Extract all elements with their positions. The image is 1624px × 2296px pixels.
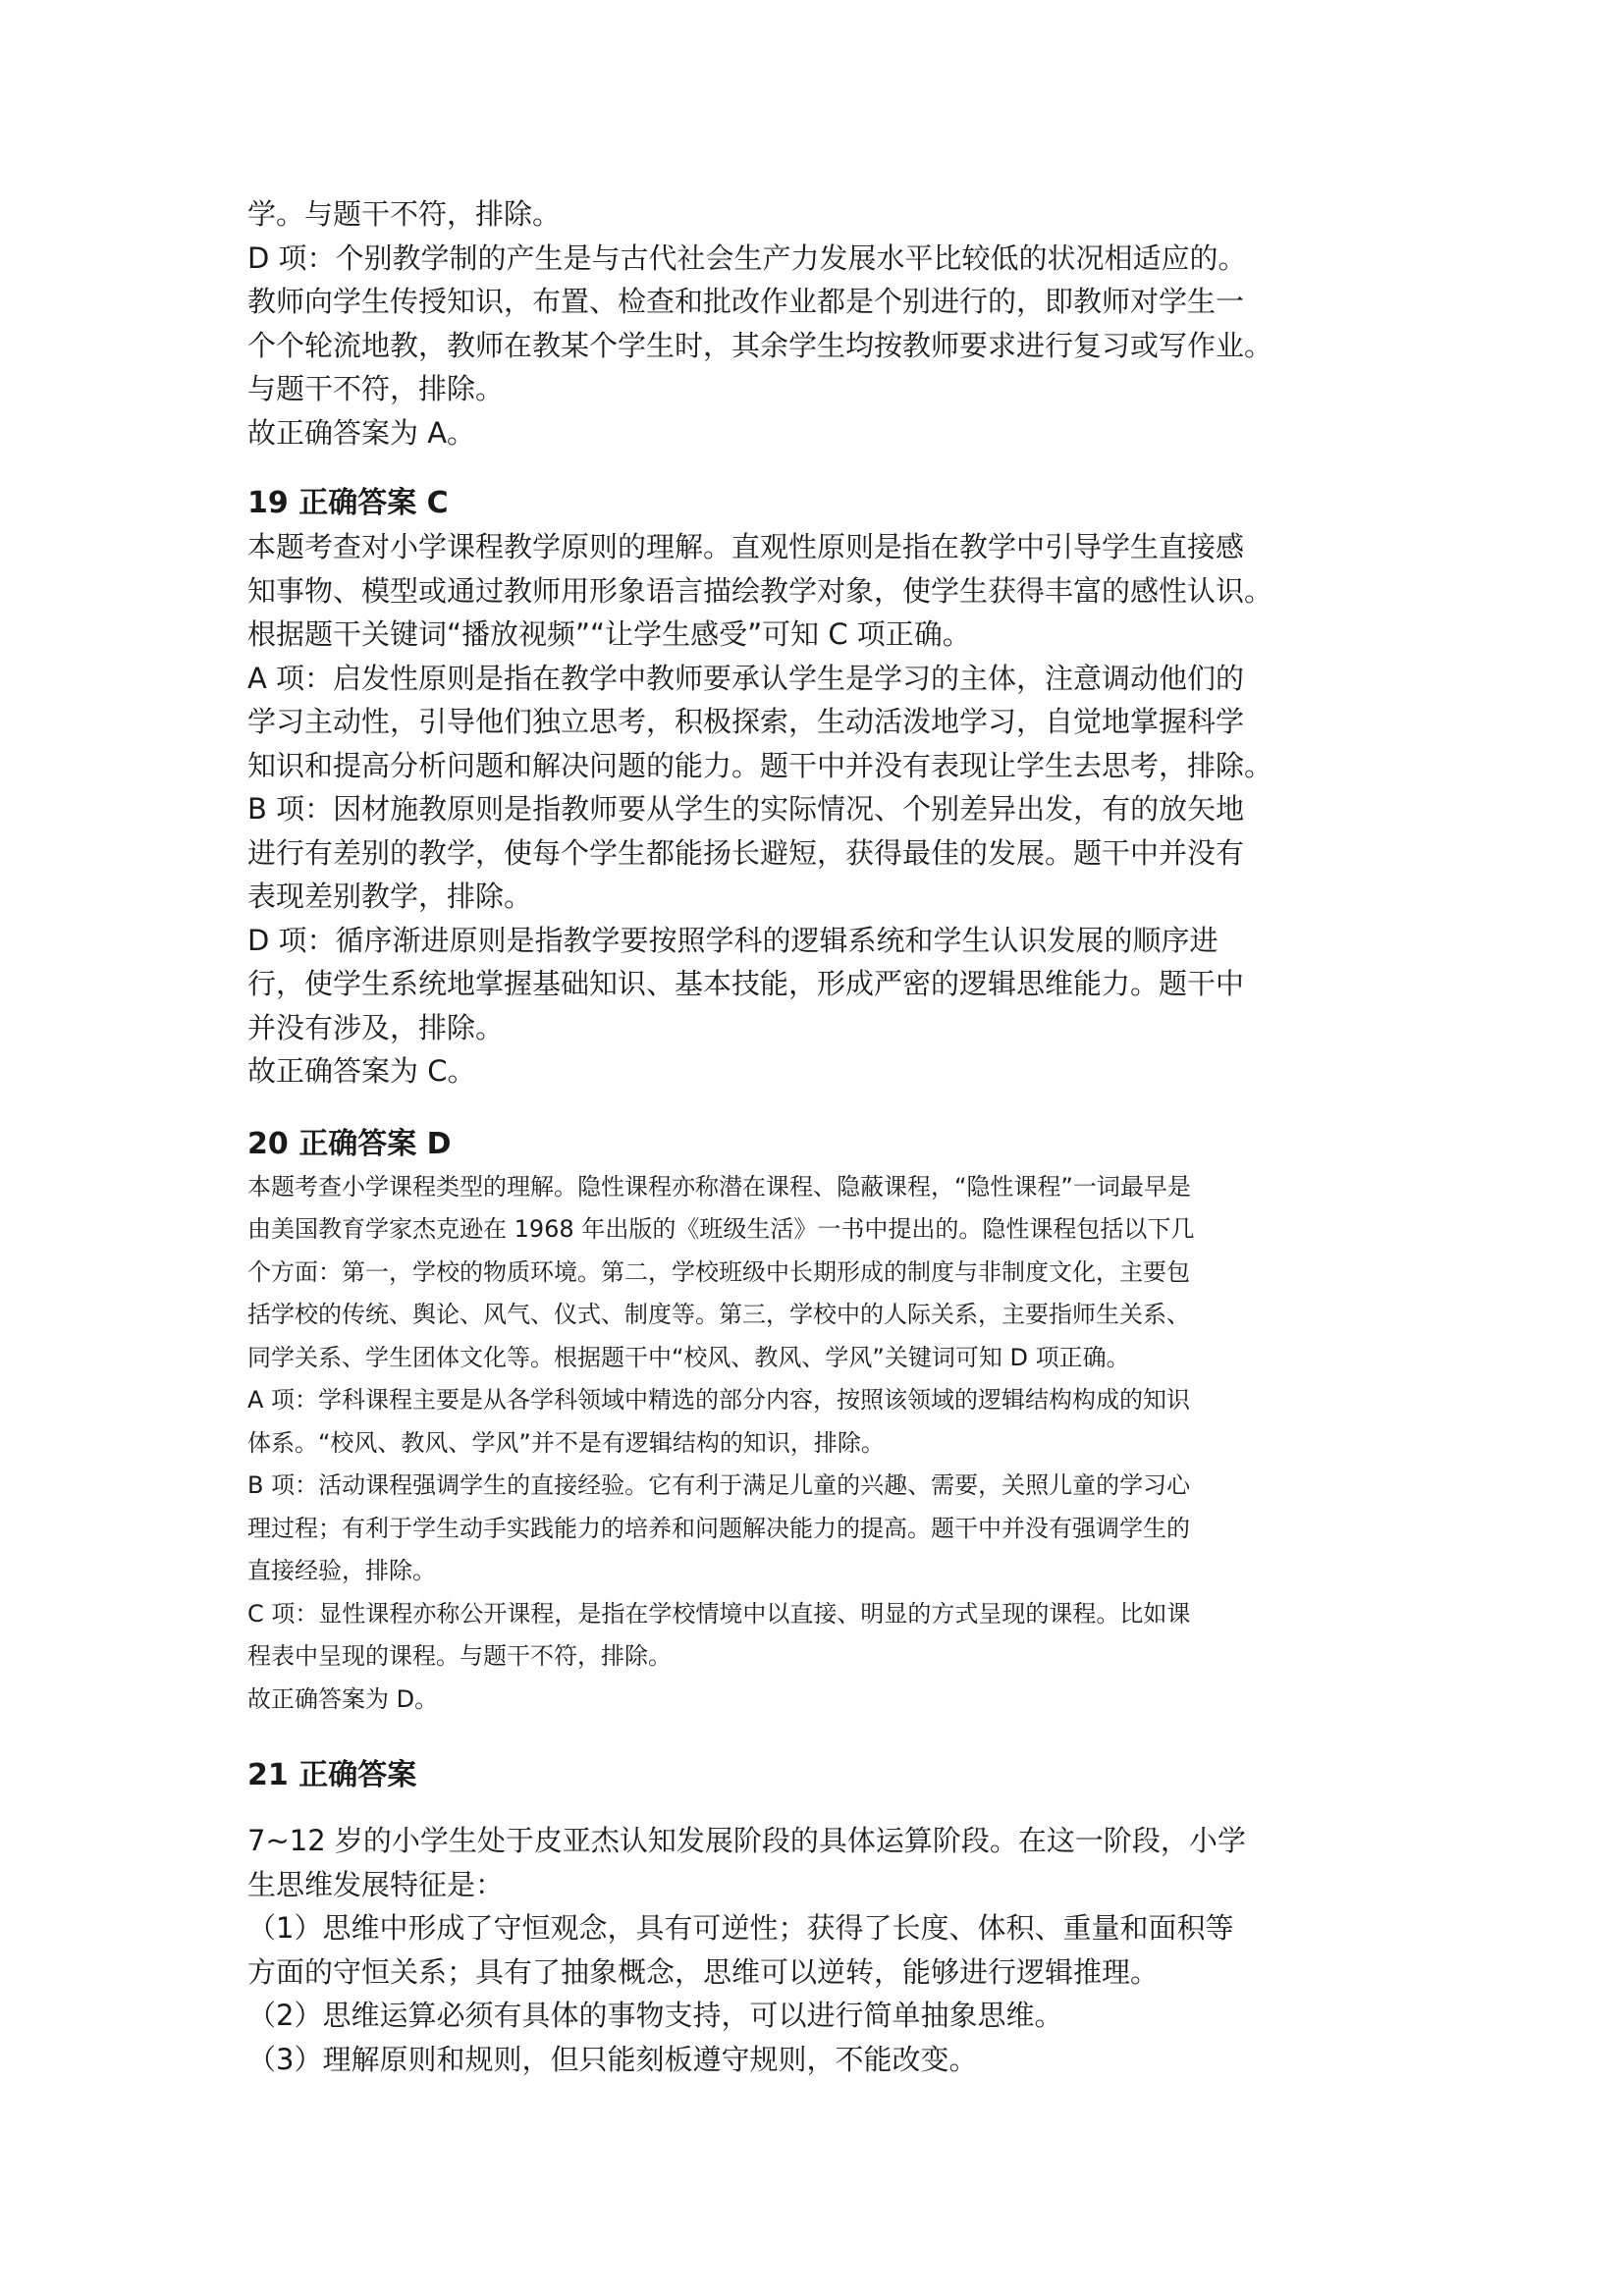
text-line: 知识和提高分析问题和解决问题的能力。题干中并没有表现让学生去思考，排除。 [247, 748, 1273, 782]
text-line: 程表中呈现的课程。与题干不符，排除。 [247, 1642, 672, 1670]
text-line: C 项：显性课程亦称公开课程，是指在学校情境中以直接、明显的方式呈现的课程。比如课 [247, 1599, 1191, 1628]
answer-21-heading: 21 正确答案 [247, 1758, 417, 1792]
text-line: 学。与题干不符，排除。 [247, 197, 562, 231]
answer-20-heading: 20 正确答案 D [247, 1126, 452, 1161]
text-line: 括学校的传统、舆论、风气、仪式、制度等。第三，学校中的人际关系，主要指师生关系、 [247, 1301, 1190, 1328]
text-line: 故正确答案为 C。 [247, 1054, 476, 1088]
text-line: A 项：学科课程主要是从各学科领域中精选的部分内容，按照该领域的逻辑结构构成的知识 [247, 1386, 1191, 1414]
text-line: B 项：活动课程强调学生的直接经验。它有利于满足儿童的兴趣、需要，关照儿童的学习心 [247, 1471, 1191, 1499]
text-line: 本题考查小学课程类型的理解。隐性课程亦称潜在课程、隐蔽课程，“隐性课程”一词最早是 [247, 1172, 1191, 1201]
answer-19-body [247, 525, 1396, 1094]
text-line: 个方面：第一，学校的物质环境。第二，学校班级中长期形成的制度与非制度文化，主要包 [247, 1257, 1190, 1286]
text-line: D 项：个别教学制的产生是与古代社会生产力发展水平比较低的状况相适应的。 [247, 240, 1247, 275]
text-line: 方面的守恒关系；具有了抽象概念，思维可以逆转，能够进行逻辑推理。 [247, 1954, 1160, 1989]
text-line: 与题干不符，排除。 [247, 372, 505, 405]
document-page [247, 192, 1396, 2081]
text-line: 由美国教育学家杰克逊在 1968 年出版的《班级生活》一书中提出的。隐性课程包括以下几 [247, 1215, 1195, 1243]
text-line: 根据题干关键词“播放视频”“让学生感受”可知 C 项正确。 [247, 617, 971, 651]
text-line: 知事物、模型或通过教师用形象语言描绘教学对象，使学生获得丰富的感性认识。 [247, 573, 1273, 608]
text-line: 故正确答案为 D。 [247, 1684, 439, 1713]
text-line: 并没有涉及，排除。 [247, 1010, 505, 1044]
text-line: 进行有差别的教学，使每个学生都能扬长避短，获得最佳的发展。题干中并没有 [247, 835, 1245, 870]
text-line: 行，使学生系统地掌握基础知识、基本技能，形成严密的逻辑思维能力。题干中 [247, 967, 1245, 1000]
text-line: 同学关系、学生团体文化等。根据题干中“校风、教风、学风”关键词可知 D 项正确。 [247, 1343, 1130, 1371]
text-line: 表现差别教学，排除。 [247, 880, 533, 913]
text-line: 本题考查对小学课程教学原则的理解。直观性原则是指在教学中引导学生直接感 [247, 530, 1245, 563]
text-line: （2）思维运算必须有具体的事物支持，可以进行简单抽象思维。 [247, 1999, 1063, 2032]
text-line: 学习主动性，引导他们独立思考，积极探索，生动活泼地学习，自觉地掌握科学 [247, 705, 1245, 738]
text-line: 故正确答案为 A。 [247, 415, 476, 450]
answer-19-heading: 19 正确答案 C [247, 486, 449, 520]
text-line: 体系。“校风、教风、学风”并不是有逻辑结构的知识，排除。 [247, 1428, 885, 1457]
text-line: 7~12 岁的小学生处于皮亚杰认知发展阶段的具体运算阶段。在这一阶段，小学 [247, 1824, 1246, 1857]
text-line: （3）理解原则和规则，但只能刻板遵守规则，不能改变。 [247, 2042, 978, 2076]
text-line: 个个轮流地教，教师在教某个学生时，其余学生均按教师要求进行复习或写作业。 [247, 328, 1273, 362]
text-line: 教师向学生传授知识，布置、检查和批改作业都是个别进行的，即教师对学生一 [247, 285, 1245, 318]
answer-21-body [247, 1819, 1396, 2081]
text-line: B 项：因材施教原则是指教师要从学生的实际情况、个别差异出发，有的放矢地 [247, 792, 1245, 826]
text-line: D 项：循序渐进原则是指教学要按照学科的逻辑系统和学生认识发展的顺序进 [247, 923, 1218, 957]
text-line: 理过程；有利于学生动手实践能力的培养和问题解决能力的提高。题干中并没有强调学生的 [247, 1514, 1190, 1542]
text-line: A 项：启发性原则是指在教学中教师要承认学生是学习的主体，注意调动他们的 [247, 661, 1245, 695]
text-line: （1）思维中形成了守恒观念，具有可逆性；获得了长度、体积、重量和面积等 [247, 1911, 1234, 1945]
text-line: 直接经验，排除。 [247, 1557, 436, 1584]
answer-20-body [247, 1166, 1396, 1722]
text-line: 生思维发展特征是： [247, 1867, 505, 1901]
previous-answer-continuation [247, 192, 1396, 454]
